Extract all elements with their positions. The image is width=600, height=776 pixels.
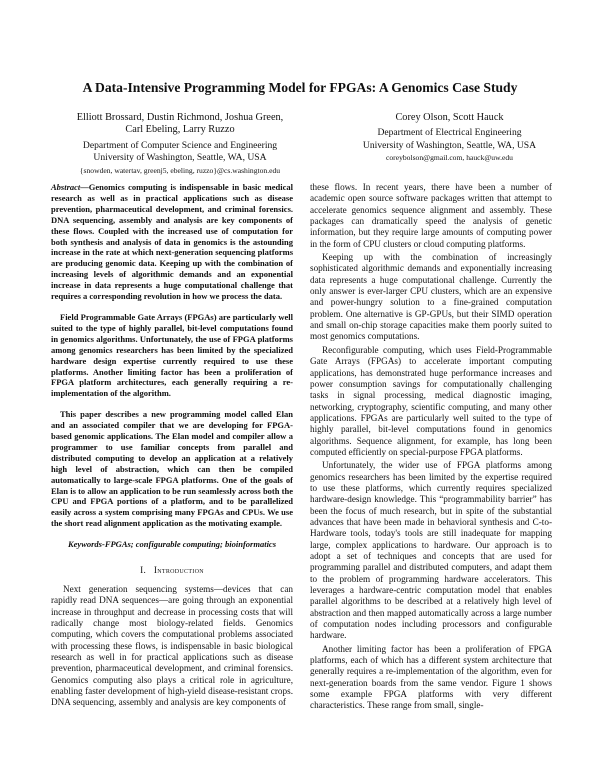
abstract-paragraph-2: Field Programmable Gate Arrays (FPGAs) are particularly well suited to the type of highly parallel, bit-level computations found in genomics algorithms. Unfortunately, the use of FPGA platforms among genomics researchers has been limited by the specialized hardware design expertise currently required to use these platforms. Another limiting factor has been a proliferation of FPGA platform architectures, each generally requiring a re-implementation of the algorithm. (51, 311, 293, 399)
abstract-text-1: —Genomics computing is indispensable in basic medical research as well as in practical applications such as disease prevention, pharmaceutical development, and criminal forensics. DNA sequencing, assembly and analysis are key components of these flows. Coupled with the increased use of computation for both synthesis and analysis of data in genomics is the astounding increase in the rate at which next-generation sequencing platforms are producing genomic data. Keeping up with the combination of increasing levels of algorithmic demands and an exponential increase in data represents a huge computational challenge that requires a corresponding revolution in how we process the data. (51, 182, 293, 302)
author-names-line-2: Carl Ebeling, Larry Ruzzo (125, 124, 235, 136)
abstract-lead: Abstract (51, 182, 81, 192)
author-block-left (40, 112, 320, 177)
col2-paragraph-5: Another limiting factor has been a proliferation of FPGA platforms, each of which has a different system architecture that generally requires a re-implementation of the algorithm, even for next-generation boards from the same vendor. Figure 1 shows some example FPGA platforms with very different characteristics. These range from small, single- (310, 643, 552, 711)
author-names-left (40, 112, 320, 137)
abstract-paragraph-1 (51, 182, 293, 302)
abstract-paragraph-3: This paper describes a new programming model called Elan and an associated compiler that we are developing for FPGA-based genomic applications. The Elan model and compiler allow a programmer to use familiar concepts from parallel and distributed computing to develop an application at a relatively high level of abstraction, which can then be compiled automatically to large-scale FPGA platforms. One of the goals of Elan is to allow an application to be run seamlessly across both the CPU and FPGA portions of a platform, and to be parallelized easily across a system comprising many FPGAs and CPUs. We use the short read alignment application as the motivating example. (51, 409, 293, 529)
paper-title: A Data-Intensive Programming Model for FPGAs: A Genomics Case Study (82, 80, 518, 95)
left-column (51, 182, 293, 711)
col2-paragraph-3: Reconfigurable computing, which uses Field-Programmable Gate Arrays (FPGAs) to accelerate important computing applications, has demonstrated huge performance increases and power consumption savings for computationally challenging tasks in signal processing, medical diagnostic imaging, networking, cryptography, scientific computing, and many other applications. FPGAs are particularly well suited to the type of highly parallel, bit-level computations found in genomics algorithms. Sequence alignment, for example, has long been computed efficiently on special-purpose FPGA platforms. (310, 344, 552, 457)
section-title: Introduction (153, 564, 204, 575)
author-email-left: {snowden, watertav, greenj5, ebeling, ruzzo}@cs.washington.edu (79, 165, 281, 175)
right-column (310, 182, 552, 714)
section-number: I. (140, 564, 147, 575)
introduction-body (51, 584, 293, 709)
author-university-right: University of Washington, Seattle, WA, USA (362, 139, 537, 151)
author-email-right: coreybolson@gmail.com, hauck@uw.edu (386, 153, 513, 163)
author-department-left: Department of Computer Science and Engineering (82, 139, 278, 151)
author-block-right (332, 112, 567, 165)
section-heading-introduction (51, 565, 293, 576)
author-names-right: Corey Olson, Scott Hauck (395, 112, 504, 123)
author-department-right: Department of Electrical Engineering (377, 127, 522, 139)
author-names-line-1: Elliott Brossard, Dustin Richmond, Joshua Green, (76, 112, 284, 123)
abstract (51, 182, 293, 529)
col2-paragraph-2: Keeping up with the combination of increasingly sophisticated algorithmic demands and exponentially increasing data represents a huge computational challenge. Currently the only answer is ever-larger CPU clusters, which are an expensive and power-hungry solution to a fine-grained computation problem. One alternative is GP-GPUs, but their SIMD operation and small on-chip storage capacities make them poorly suited to most genomics computations. (310, 252, 552, 342)
keywords: Keywords-FPGAs; configurable computing; bioinformatics (67, 539, 277, 550)
col2-paragraph-4: Unfortunately, the wider use of FPGA platforms among genomics researchers has been limited by the expertise required to use these platforms, which currently requires specialized hardware-design knowledge. This “programmability barrier” has been the focus of much research, but in spite of the substantial advances that have been made in behavioral synthesis and C-to-Hardware tools, today's tools are still inadequate for mapping large, complex applications to hardware. Our approach is to adopt a set of techniques and concepts that are used for programming parallel and distributed computers, and adapt them to the problem of programming hardware accelerators. This leverages a hardware-centric computation model that enables parallel algorithms to be described at a relatively high level of abstraction and then mapped automatically across a large number of computation nodes including processors and configurable hardware. (310, 460, 552, 641)
author-university-left: University of Washington, Seattle, WA, USA (93, 152, 267, 164)
col2-paragraph-1: these flows. In recent years, there have been a number of academic open source software packages written that attempt to accelerate genomics sequence alignment and assembly. These packages can dramatically speed the analysis of genetic information, but they require large amounts of computing power in the form of CPU clusters or cloud computing platforms. (310, 182, 552, 249)
intro-paragraph-1: Next generation sequencing systems—devices that can rapidly read DNA sequences—are going through an exponential increase in throughput and decrease in processing costs that will radically change most biology-related fields. Genomics computing, which covers the computational problems associated with processing these flows, is indispensable in basic biological research as well in for practical applications such as disease prevention, pharmaceutical development, and criminal forensics. Genomics computing also plays a critical role in agriculture, enabling faster development of high-yield disease-resistant crops. DNA sequencing, assembly and analysis are key components of (51, 583, 293, 708)
